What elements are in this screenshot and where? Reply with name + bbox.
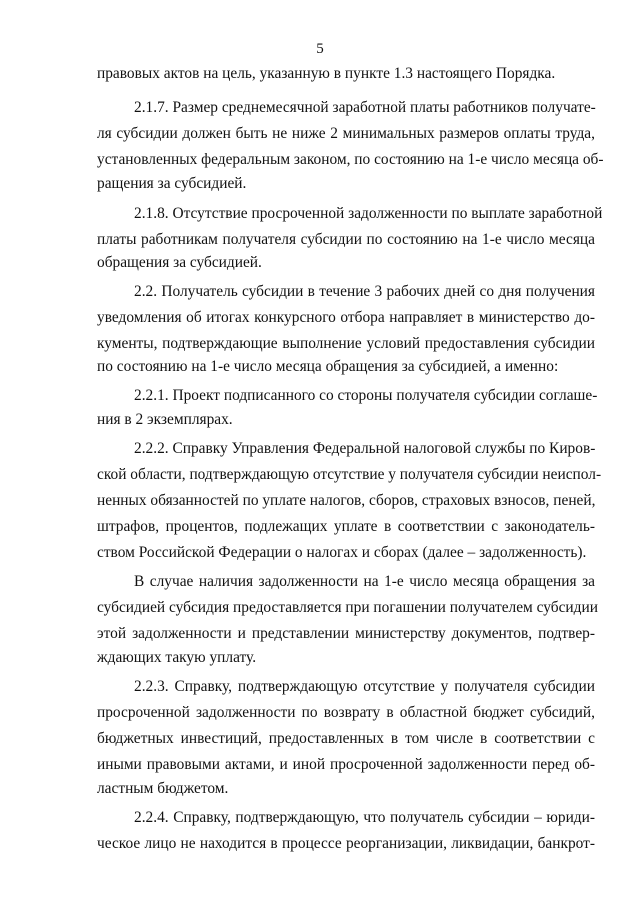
text-line: правовых актов на цель, указанную в пункте 1.3 настоящего Порядка. bbox=[97, 65, 556, 82]
text-line: 2.2. Получатель субсидии в течение 3 рабочих дней со дня получения bbox=[134, 283, 595, 300]
text-line: 2.2.1. Проект подписанного со стороны получателя субсидии соглаше- bbox=[134, 387, 598, 404]
text-line: по состоянию на 1-е число месяца обращения за субсидией, а именно: bbox=[97, 358, 559, 375]
text-line: просроченной задолженности по возврату в областной бюджет субсидий, bbox=[97, 704, 595, 721]
text-line: ластным бюджетом. bbox=[97, 780, 229, 797]
text-line: 2.2.2. Справку Управления Федеральной налоговой службы по Киров- bbox=[134, 440, 596, 457]
text-line: штрафов, процентов, подлежащих уплате в соответствии с законодатель- bbox=[97, 518, 595, 535]
text-line: ния в 2 экземплярах. bbox=[97, 411, 233, 428]
text-line: ством Российской Федерации о налогах и сборах (далее – задолженность). bbox=[97, 544, 587, 561]
text-line: 2.2.3. Справку, подтверждающую отсутствие у получателя субсидии bbox=[134, 678, 595, 695]
text-line: ской области, подтверждающую отсутствие у получателя субсидии неиспол- bbox=[97, 466, 602, 483]
text-line: 2.2.4. Справку, подтверждающую, что получатель субсидии – юриди- bbox=[134, 809, 595, 826]
text-line: иными правовыми актами, и иной просроченной задолженности перед об- bbox=[97, 756, 595, 773]
text-line: обращения за субсидией. bbox=[97, 254, 262, 271]
text-line: кументы, подтверждающие выполнение условий предоставления субсидии bbox=[97, 335, 595, 352]
text-line: бюджетных инвестиций, предоставленных в том числе в соответствии с bbox=[97, 730, 595, 747]
text-line: ждающих такую уплату. bbox=[97, 649, 257, 666]
text-line: уведомления об итогах конкурсного отбора направляет в министерство до- bbox=[97, 309, 595, 326]
text-line: установленных федеральным законом, по состоянию на 1-е число месяца об- bbox=[97, 151, 604, 168]
text-line: 2.1.7. Размер среднемесячной заработной платы работников получате- bbox=[134, 99, 596, 116]
text-line: ля субсидии должен быть не ниже 2 минимальных размеров оплаты труда, bbox=[97, 125, 595, 142]
text-line: 2.1.8. Отсутствие просроченной задолженности по выплате заработной bbox=[134, 205, 603, 222]
text-line: ческое лицо не находится в процессе реорганизации, ликвидации, банкрот- bbox=[97, 835, 595, 852]
text-line: этой задолженности и представлении министерству документов, подтвер- bbox=[97, 625, 595, 642]
text-line: ненных обязанностей по уплате налогов, сборов, страховых взносов, пеней, bbox=[97, 492, 596, 509]
text-line: ращения за субсидией. bbox=[97, 175, 247, 192]
page-number: 5 bbox=[316, 41, 324, 57]
text-line: субсидией субсидия предоставляется при погашении получателем субсидии bbox=[97, 599, 598, 616]
text-line: платы работникам получателя субсидии по состоянию на 1-е число месяца bbox=[97, 231, 595, 248]
text-line: В случае наличия задолженности на 1-е число месяца обращения за bbox=[134, 573, 595, 590]
